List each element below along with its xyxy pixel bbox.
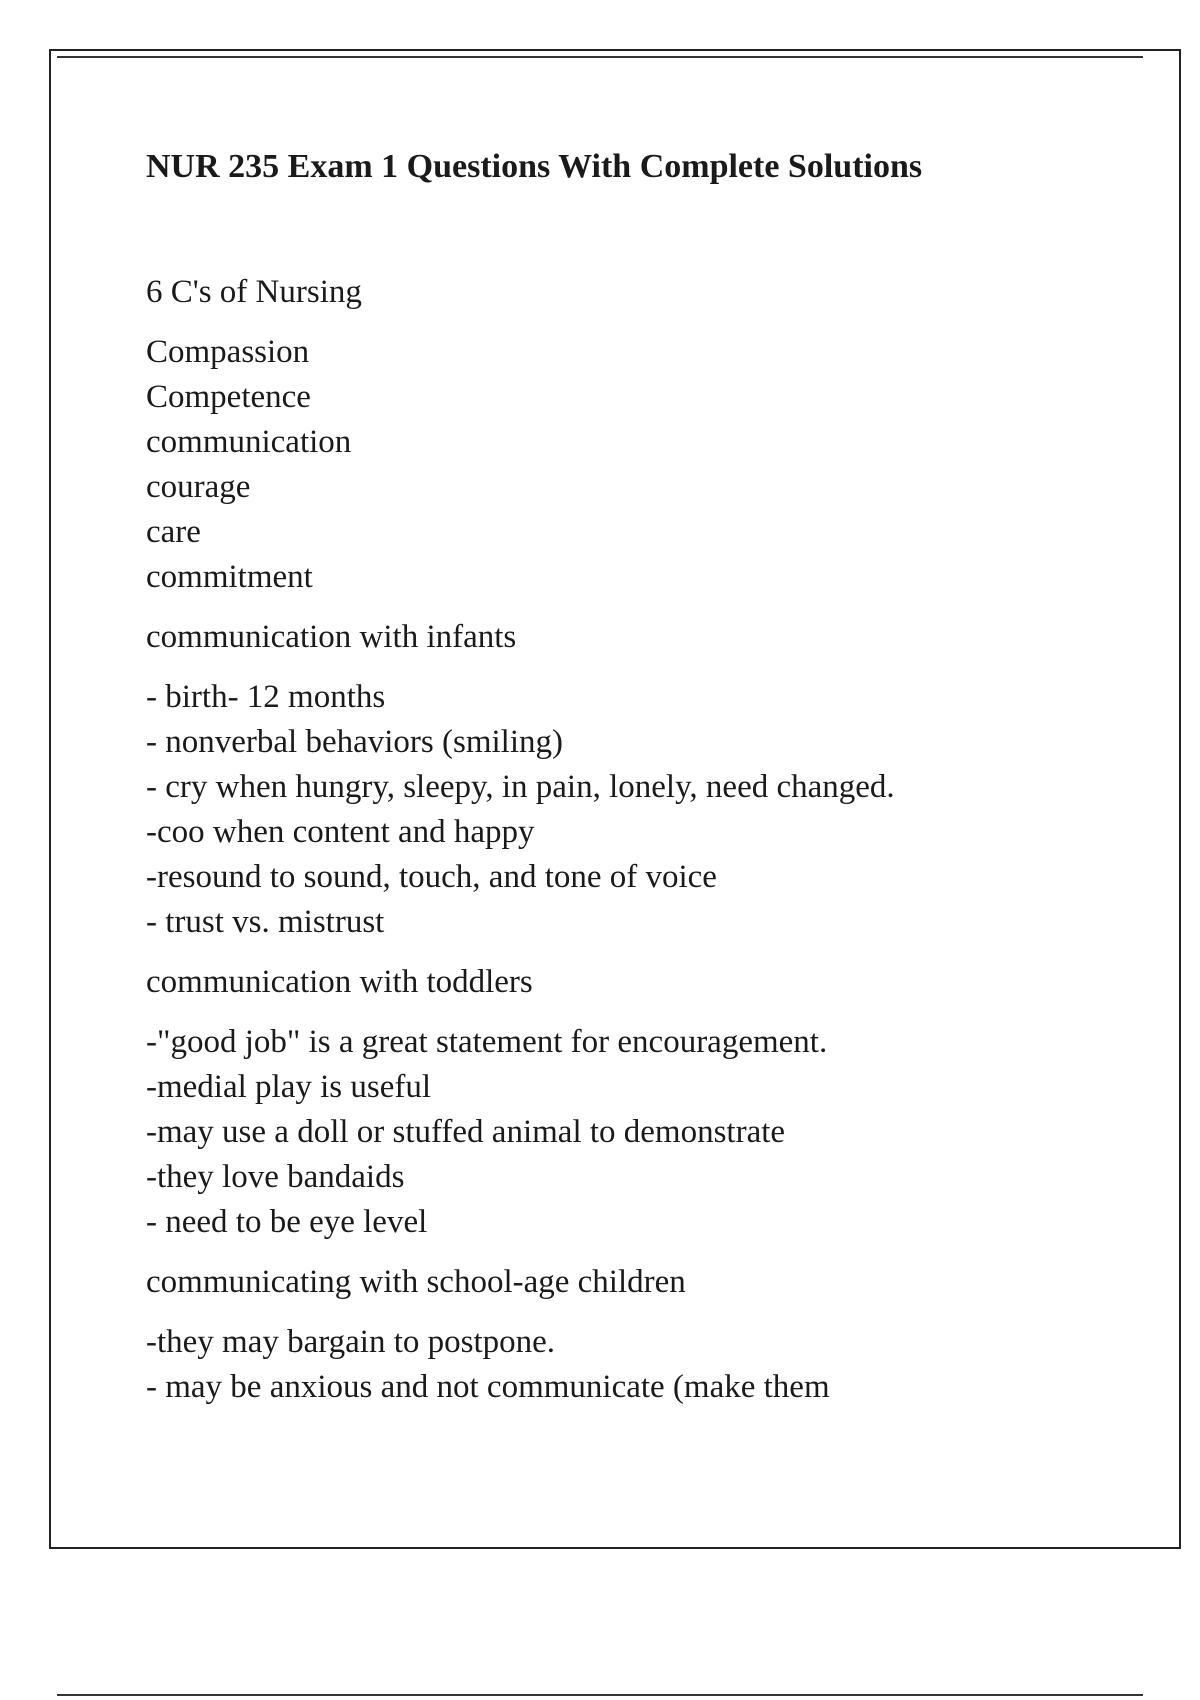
document-body <box>146 142 1146 1425</box>
list-item: care <box>146 514 201 550</box>
document-title: NUR 235 Exam 1 Questions With Complete Solutions <box>146 148 923 185</box>
section-list-6cs <box>146 330 1146 600</box>
section-list-infants <box>146 675 1146 945</box>
list-item: Compassion <box>146 334 310 370</box>
list-item: -medial play is useful <box>146 1069 432 1105</box>
list-item: - trust vs. mistrust <box>146 904 385 940</box>
list-item: courage <box>146 469 251 505</box>
section-list-toddlers <box>146 1020 1146 1245</box>
bottom-rule <box>57 1694 1143 1696</box>
list-item: commitment <box>146 559 313 595</box>
list-item: -they may bargain to postpone. <box>146 1324 556 1360</box>
section-list-school-age <box>146 1320 1146 1410</box>
list-item: - need to be eye level <box>146 1204 428 1240</box>
section-heading-school-age: communicating with school-age children <box>146 1264 686 1300</box>
list-item: -resound to sound, touch, and tone of voice <box>146 859 717 895</box>
list-item: communication <box>146 424 352 460</box>
section-heading-toddlers: communication with toddlers <box>146 964 533 1000</box>
top-rule <box>57 56 1143 58</box>
list-item: - cry when hungry, sleepy, in pain, lonely, need changed. <box>146 769 895 805</box>
list-item: -"good job" is a great statement for encouragement. <box>146 1024 828 1060</box>
list-item: -may use a doll or stuffed animal to demonstrate <box>146 1114 786 1150</box>
section-heading-infants: communication with infants <box>146 619 517 655</box>
section-heading-6cs: 6 C's of Nursing <box>146 274 362 310</box>
list-item: Competence <box>146 379 311 415</box>
list-item: - nonverbal behaviors (smiling) <box>146 724 563 760</box>
list-item: -coo when content and happy <box>146 814 535 850</box>
list-item: - may be anxious and not communicate (make them <box>146 1369 830 1405</box>
list-item: - birth- 12 months <box>146 679 386 715</box>
list-item: -they love bandaids <box>146 1159 405 1195</box>
